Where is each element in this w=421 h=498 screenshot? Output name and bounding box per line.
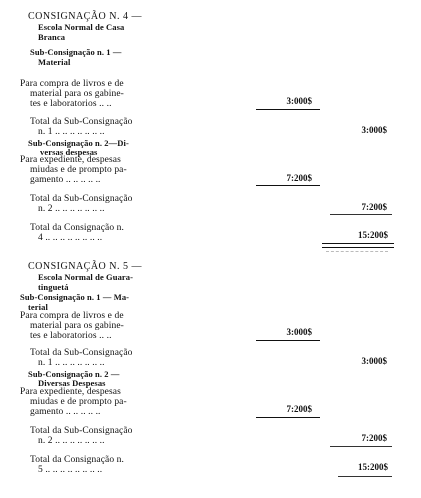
sub2-value: 7:200$: [286, 173, 312, 183]
sub2-desc-line-3: gamento .. .. .. .. ..: [30, 175, 101, 185]
sub2-total-value: 7:200$: [361, 433, 387, 443]
sub1-total-line-1: Total da Sub-Consignação: [30, 117, 133, 127]
sub2-value: 7:200$: [286, 404, 312, 414]
sub1-total-line-2: n. 1 .. .. .. .. .. .. ..: [38, 358, 105, 368]
sub1-value: 3:000$: [286, 96, 312, 106]
sub2-desc-line-2: miudas e de prompto pa-: [30, 397, 127, 407]
sub2-desc-line-1: Para expediente, despesas: [20, 387, 121, 397]
cons-total-value: 15:200$: [358, 230, 388, 240]
sub1-heading-line-1: Sub-Consignação n. 1 —: [30, 47, 122, 57]
sub2-value-rule: [256, 417, 320, 418]
sub2-desc-line-1: Para expediente, despesas: [20, 155, 121, 165]
cons-total-rule-1: [322, 243, 394, 244]
sub2-total-rule: [330, 446, 392, 447]
cons-total-line-2: 4 .. .. .. .. .. .. .. ..: [38, 233, 103, 243]
sub2-heading-line-1: Sub-Consignação n. 2—Di-: [28, 138, 129, 148]
sub1-desc-line-3: tes e laboratorios .. ..: [30, 331, 112, 341]
cons-total-rule: [338, 476, 392, 477]
sub2-desc-line-3: gamento .. .. .. .. ..: [30, 407, 101, 417]
sub1-desc-line-3: tes e laboratorios .. ..: [30, 99, 112, 109]
sub1-total-value: 3:000$: [361, 125, 387, 135]
cons-total-line-2: 5 .. .. .. .. .. .. .. ..: [38, 465, 103, 475]
section-heading: CONSIGNAÇÃO N. 4 —: [28, 11, 143, 22]
sub2-heading-line-2: Diversas Despesas: [38, 378, 106, 388]
sub1-desc-line-1: Para compra de livros e de: [20, 79, 124, 89]
cons-total-rule-2: [322, 247, 394, 248]
sub2-value-rule: [256, 185, 320, 186]
school-name-line-2: Branca: [38, 32, 66, 42]
sub1-total-line-2: n. 1 .. .. .. .. .. .. ..: [38, 127, 105, 137]
sub2-total-line-1: Total da Sub-Consignação: [30, 426, 133, 436]
sub1-heading-line-2: terial: [28, 302, 48, 312]
sub2-total-rule: [330, 214, 392, 215]
sub1-total-value: 3:000$: [361, 356, 387, 366]
school-name-line-1: Escola Normal de Casa: [38, 22, 125, 32]
sub2-total-value: 7:200$: [361, 202, 387, 212]
sub1-desc-line-2: material para os gabine-: [30, 89, 124, 99]
sub1-heading-line-2: Material: [38, 57, 71, 67]
sub2-total-line-2: n. 2 .. .. .. .. .. .. ..: [38, 204, 105, 214]
sub2-heading-line-2: versas despesas: [40, 147, 98, 157]
sub1-desc-line-1: Para compra de livros e de: [20, 311, 124, 321]
sub2-total-line-1: Total da Sub-Consignação: [30, 194, 133, 204]
scan-artifact: [326, 251, 388, 252]
sub2-heading-line-1: Sub-Consignação n. 2 —: [28, 369, 120, 379]
cons-total-line-1: Total da Consignação n.: [30, 455, 124, 465]
sub2-total-line-2: n. 2 .. .. .. .. .. .. ..: [38, 436, 105, 446]
school-name-line-1: Escola Normal de Guara-: [38, 272, 134, 282]
sub1-heading-line-1: Sub-Consignação n. 1 — Ma-: [20, 292, 130, 302]
cons-total-line-1: Total da Consignação n.: [30, 223, 124, 233]
sub1-value-rule: [256, 340, 320, 341]
school-name-line-2: tinguetá: [38, 282, 69, 292]
sub1-desc-line-2: material para os gabine-: [30, 321, 124, 331]
section-heading: CONSIGNAÇÃO N. 5 —: [28, 261, 143, 272]
cons-total-value: 15:200$: [358, 462, 388, 472]
sub1-value-rule: [256, 109, 320, 110]
sub1-total-line-1: Total da Sub-Consignação: [30, 348, 133, 358]
sub2-desc-line-2: miudas e de prompto pa-: [30, 165, 127, 175]
sub1-value: 3:000$: [286, 327, 312, 337]
